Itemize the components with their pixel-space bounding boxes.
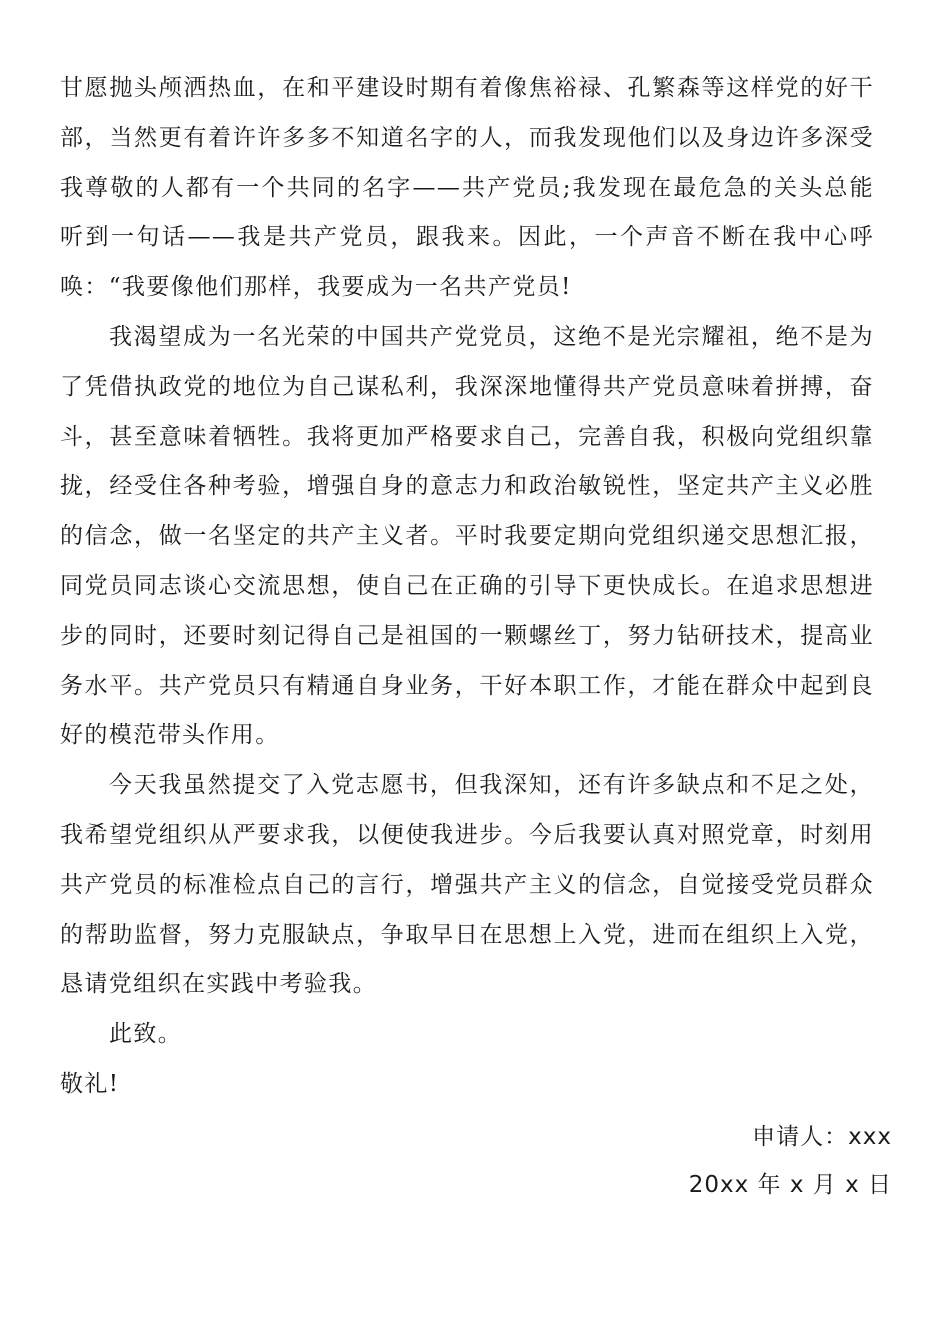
body-paragraph-1: 甘愿抛头颅洒热血，在和平建设时期有着像焦裕禄、孔繁森等这样党的好干部，当然更有着许许多多不知道名字的人，而我发现他们以及身边许多深受我尊敬的人都有一个共同的名字——共产党员;我发现在最危急的关头总能听到一句话——我是共产党员，跟我来。因此，一个声音不断在我中心呼唤：“我要像他们那样，我要成为一名共产党员! (60, 75, 874, 301)
applicant-label: 申请人： (752, 1124, 849, 1150)
signature-applicant (752, 1118, 892, 1151)
date-year: 20xx (688, 1172, 750, 1198)
closing-salutation: 此致。 (109, 1021, 183, 1048)
signature-date (689, 1166, 892, 1199)
date-month-char: 月 (812, 1172, 837, 1198)
body-paragraph-3: 今天我虽然提交了入党志愿书，但我深知，还有许多缺点和不足之处，我希望党组织从严要求我，以便使我进步。今后我要认真对照党章，时刻用共产党员的标准检点自己的言行，增强共产主义的信念，自觉接受党员群众的帮助监督，努力克服缺点，争取早日在思想上入党，进而在组织上入党，恳请党组织在实践中考验我。 (60, 772, 874, 998)
date-day: x (845, 1172, 860, 1198)
closing-regards: 敬礼! (60, 1070, 120, 1097)
date-month: x (789, 1172, 805, 1198)
date-year-char: 年 (757, 1172, 782, 1198)
applicant-name: xxx (848, 1124, 892, 1150)
date-day-char: 日 (868, 1172, 892, 1198)
body-paragraph-2: 我渴望成为一名光荣的中国共产党党员，这绝不是光宗耀祖，绝不是为了凭借执政党的地位为自己谋私利，我深深地懂得共产党员意味着拼搏，奋斗，甚至意味着牺牲。我将更加严格要求自己，完善自我，积极向党组织靠拢，经受住各种考验，增强自身的意志力和政治敏锐性，坚定共产主义必胜的信念，做一名坚定的共产主义者。平时我要定期向党组织递交思想汇报，同党员同志谈心交流思想，使自己在正确的引导下更快成长。在追求思想进步的同时，还要时刻记得自己是祖国的一颗螺丝丁，努力钻研技术，提高业务水平。共产党员只有精通自身业务，干好本职工作，才能在群众中起到良好的模范带头作用。 (60, 323, 874, 749)
